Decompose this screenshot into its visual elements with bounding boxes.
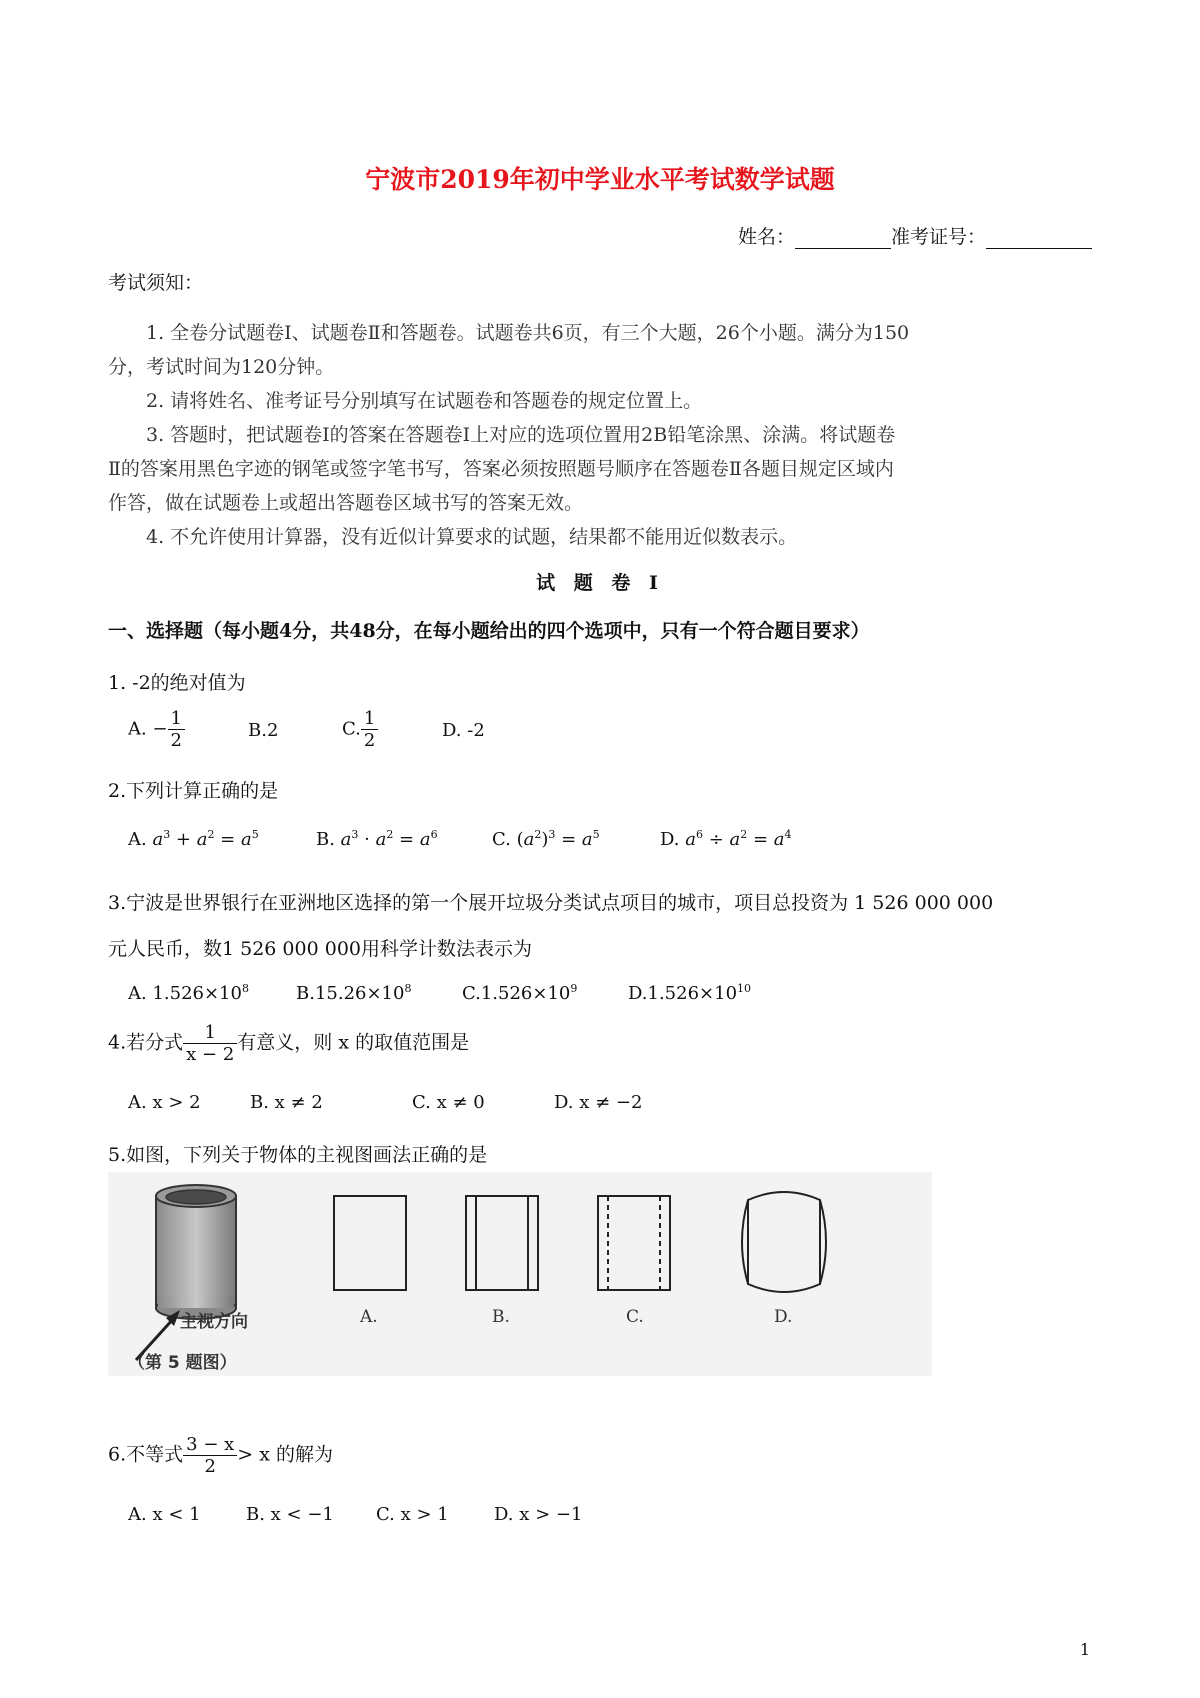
q3-c-exp: 9 <box>570 982 578 995</box>
q6-suffix: > x 的解为 <box>237 1443 333 1466</box>
q3-option-b <box>296 982 411 1004</box>
q1-c-den: 2 <box>361 729 378 751</box>
q1-option-a <box>128 708 185 751</box>
question-2-stem: 2.下列计算正确的是 <box>108 780 279 802</box>
q4-option-b: B. x ≠ 2 <box>250 1092 323 1113</box>
question-4-stem <box>108 1022 469 1065</box>
figure-caption: （第 5 题图） <box>128 1353 237 1373</box>
q3-b-text: B.15.26×10 <box>296 983 405 1004</box>
q4-option-c: C. x ≠ 0 <box>412 1092 485 1113</box>
cylinder-object <box>156 1185 236 1319</box>
q6-option-a: A. x < 1 <box>128 1504 201 1525</box>
q1-option-b: B.2 <box>248 720 279 741</box>
q4-option-a: A. x > 2 <box>128 1092 201 1113</box>
notice-line: 分，考试时间为120分钟。 <box>108 356 335 378</box>
q6-option-c: C. x > 1 <box>376 1504 449 1525</box>
q4-suffix: 有意义，则 x 的取值范围是 <box>237 1031 470 1054</box>
option-c-view <box>598 1196 670 1290</box>
q4-den: x − 2 <box>183 1043 237 1065</box>
q1-c-prefix: C. <box>342 718 361 740</box>
q2-option-a: A. $a^3 + a^2 = a^5$ <box>128 828 259 850</box>
notice-line: 4. 不允许使用计算器，没有近似计算要求的试题，结果都不能用近似数表示。 <box>146 526 798 548</box>
q3-a-text: A. 1.526×10 <box>128 983 242 1004</box>
q6-option-b: B. x < −1 <box>246 1504 334 1525</box>
q3-a-exp: 8 <box>241 982 249 995</box>
q6-num: 3 − x <box>186 1434 235 1455</box>
notice-heading: 考试须知： <box>108 272 204 294</box>
q3-option-a <box>128 982 249 1004</box>
notice-line: 2. 请将姓名、准考证号分别填写在试题卷和答题卷的规定位置上。 <box>146 390 703 412</box>
question-5-stem: 5.如图，下列关于物体的主视图画法正确的是 <box>108 1144 488 1166</box>
option-c-label: C. <box>626 1307 644 1327</box>
question-1-stem: 1. -2的绝对值为 <box>108 672 246 694</box>
q2-option-c: C. $(a^2)^3 = a^5$ <box>492 828 600 850</box>
name-blank <box>795 230 891 249</box>
q4-prefix: 4.若分式 <box>108 1031 184 1054</box>
name-id-row <box>738 222 1092 249</box>
name-label: 姓名： <box>737 226 795 248</box>
q1-a-den: 2 <box>168 729 185 751</box>
notice-line: 3. 答题时，把试题卷Ⅰ的答案在答题卷Ⅰ上对应的选项位置用2B铅笔涂黑、涂满。将试题卷 <box>146 424 896 446</box>
option-d-label: D. <box>774 1307 793 1327</box>
figure-svg <box>108 1172 932 1376</box>
notice-line: 1. 全卷分试题卷Ⅰ、试题卷Ⅱ和答题卷。试题卷共6页，有三个大题，26个小题。满分为150 <box>146 322 910 344</box>
q3-d-text: D.1.526×10 <box>628 983 738 1004</box>
page-title: 宁波市2019年初中学业水平考试数学试题 <box>365 165 835 194</box>
q1-a-num: 1 <box>170 708 182 729</box>
view-direction-label: 主视方向 <box>180 1312 248 1332</box>
q1-c-num: 1 <box>363 708 376 729</box>
option-b-view <box>466 1196 538 1290</box>
q3-b-exp: 8 <box>404 982 412 995</box>
q2-option-b: B. $a^3 \cdot a^2 = a^6$ <box>316 828 438 850</box>
q6-option-d: D. x > −1 <box>494 1504 583 1525</box>
option-b-label: B. <box>492 1307 510 1327</box>
q4-num: 1 <box>204 1022 216 1043</box>
q6-den: 2 <box>183 1455 237 1477</box>
question-3-line2: 元人民币，数1 526 000 000用科学计数法表示为 <box>108 938 533 960</box>
id-label: 准考证号： <box>890 226 986 248</box>
q1-a-prefix: A. − <box>128 718 168 740</box>
q1-option-c <box>342 708 378 751</box>
question-6-stem <box>108 1434 333 1477</box>
option-a-label: A. <box>360 1307 378 1327</box>
notice-line: 作答，做在试题卷上或超出答题卷区域书写的答案无效。 <box>108 492 584 514</box>
id-blank <box>986 230 1092 249</box>
q3-option-c <box>462 982 577 1004</box>
q3-option-d <box>628 982 751 1004</box>
q4-option-d: D. x ≠ −2 <box>554 1092 643 1113</box>
option-d-view <box>742 1192 826 1292</box>
q1-option-d: D. -2 <box>442 720 485 741</box>
q6-prefix: 6.不等式 <box>108 1443 184 1466</box>
option-a-view <box>334 1196 406 1290</box>
section-heading: 一、选择题（每小题4分，共48分，在每小题给出的四个选项中，只有一个符合题目要求） <box>108 620 870 642</box>
question-3-line1: 3.宁波是世界银行在亚洲地区选择的第一个展开垃圾分类试点项目的城市，项目总投资为 1 526 000 000 <box>108 892 994 914</box>
q3-d-exp: 10 <box>737 982 752 995</box>
q3-c-text: C.1.526×10 <box>462 983 571 1004</box>
page-number: 1 <box>1079 1640 1090 1659</box>
notice-line: Ⅱ的答案用黑色字迹的钢笔或签字笔书写，答案必须按照题号顺序在答题卷Ⅱ各题目规定区域内 <box>108 458 894 480</box>
question-5-figure <box>108 1172 932 1376</box>
section-title: 试 题 卷 Ⅰ <box>536 572 664 594</box>
q2-option-d: D. $a^6 \div a^2 = a^4$ <box>660 828 792 850</box>
